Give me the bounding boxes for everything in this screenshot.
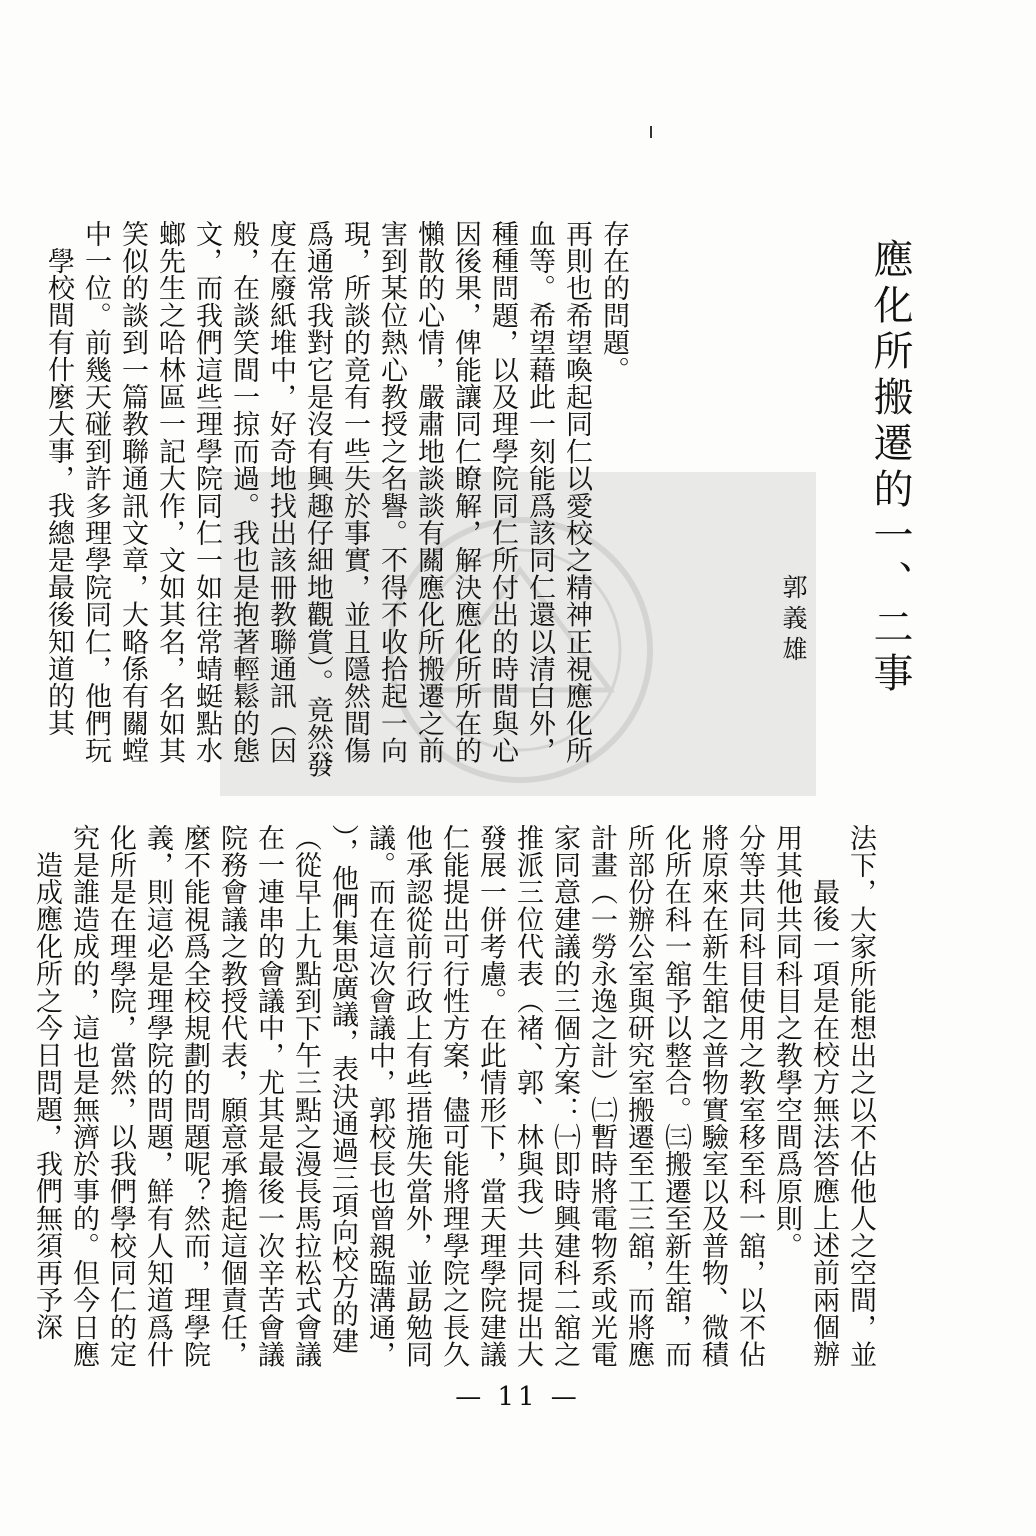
text-column: 笑似的談到一篇教聯通訊文章，大略係有關螳 (117, 220, 148, 764)
text-column: 化所是在理學院，當然，以我們學校同仁的定 (105, 824, 136, 1368)
scan-mark (650, 126, 652, 138)
text-column: 計畫（一勞永逸之計）㈡暫時將電物系或光電 (586, 824, 617, 1368)
article-title: 應化所搬遷的一、二事 (867, 238, 913, 698)
text-column: （從早上九點到下午三點之漫長馬拉松式會議 (290, 824, 321, 1368)
text-column: 般，在談笑間一掠而過。我也是抱著輕鬆的態 (228, 220, 259, 764)
text-column: 再則也希望喚起同仁以愛校之精神正視應化所 (561, 220, 592, 764)
text-column: 議。而在這次會議中，郭校長也曾親臨溝通， (364, 824, 395, 1368)
text-column: 因後果，俾能讓同仁瞭解，解決應化所所在的 (450, 220, 481, 764)
text-column: 分等共同科目使用之教室移至科一舘，以不佔 (734, 824, 765, 1368)
text-column: 血等。希望藉此一刻能爲該同仁還以清白外， (524, 220, 555, 764)
text-column: 中一位。前幾天碰到許多理學院同仁，他們玩 (80, 220, 111, 764)
text-column: 推派三位代表（褚、郭、林與我）共同提出大 (512, 824, 543, 1368)
text-column: 種種問題，以及理學院同仁所付出的時間與心 (487, 220, 518, 764)
article-author: 郭義雄 (779, 574, 808, 667)
text-column: 用其他共同科目之教學空間爲原則。 (771, 824, 802, 1260)
text-column: 將原來在新生舘之普物實驗室以及普物、微積 (697, 824, 728, 1368)
text-column: 懶散的心情，嚴肅地談談有關應化所搬遷之前 (413, 220, 444, 764)
text-column: 家同意建議的三個方案：㈠即時興建科二舘之 (549, 824, 580, 1368)
text-column: 爲通常我對它是沒有興趣仔細地觀賞）。竟然發 (302, 220, 333, 778)
upper-text-block (40, 220, 632, 778)
text-column: 麼不能視爲全校規劃的問題呢？然而，理學院 (179, 824, 210, 1368)
text-column: 化所在科一舘予以整合。㈢搬遷至新生舘，而 (660, 824, 691, 1368)
text-column: 仁能提出可行性方案，儘可能將理學院之長久 (438, 824, 469, 1368)
lower-text-block (28, 824, 879, 1368)
page-number: — 11 — (455, 1382, 581, 1412)
text-column: 文，而我們這些理學院同仁一如往常蜻蜓點水 (191, 220, 222, 764)
text-column: 究是誰造成的，這也是無濟於事的。但今日應 (68, 824, 99, 1368)
text-column: 他承認從前行政上有些措施失當外，並勗勉同 (401, 824, 432, 1368)
text-column: 義，則這必是理學院的問題，鮮有人知道爲什 (142, 824, 173, 1368)
text-column: 度在廢紙堆中，好奇地找出該冊教聯通訊（因 (265, 220, 296, 764)
text-column: ），他們集思廣議，表決通過三項向校方的建 (327, 824, 358, 1355)
text-column: 最後一項是在校方無法答應上述前兩個辦 (808, 878, 839, 1368)
text-column: 發展一併考慮。在此情形下，當天理學院建議 (475, 824, 506, 1368)
text-column: 在一連串的會議中，尤其是最後一次辛苦會議 (253, 824, 284, 1368)
text-column: 螂先生之哈林區一記大作，文如其名，名如其 (154, 220, 185, 764)
text-column: 學校間有什麼大事，我總是最後知道的其 (43, 247, 74, 737)
text-column: 所部份辦公室與研究室搬遷至工三舘，而將應 (623, 824, 654, 1368)
text-column: 害到某位熱心教授之名譽。不得不收拾起一向 (376, 220, 407, 764)
text-column: 法下，大家所能想出之以不佔他人之空間，並 (845, 824, 876, 1368)
text-column: 院務會議之教授代表，願意承擔起這個責任， (216, 824, 247, 1368)
text-column: 造成應化所之今日問題，我們無須再予深 (31, 851, 62, 1341)
text-column: 存在的問題。 (598, 220, 629, 384)
text-column: 現，所談的竟有一些失於事實，並且隱然間傷 (339, 220, 370, 764)
